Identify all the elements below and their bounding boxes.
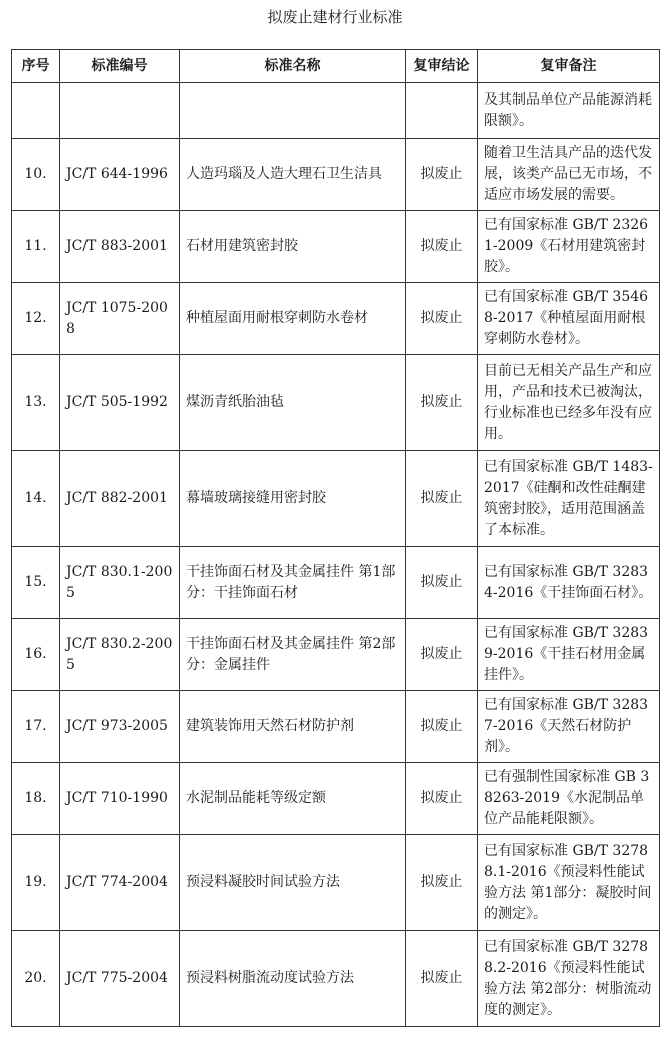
table-row: [12, 691, 660, 763]
row-conclusion: 拟废止: [406, 691, 478, 763]
row-note: 已有国家标准 GB/T 32834-2016《干挂饰面石材》。: [478, 547, 660, 619]
row-code: JC/T 710-1990: [60, 763, 180, 835]
page-title: 拟废止建材行业标准: [267, 8, 403, 26]
table-row: [12, 619, 660, 691]
row-note: 已有国家标准 GB/T 32837-2016《天然石材防护剂》。: [478, 691, 660, 763]
row-seq: 19.: [12, 835, 60, 931]
row-note: 已有国家标准 GB/T 1483-2017《硅酮和改性硅酮建筑密封胶》，适用范围涵盖了本标准。: [478, 451, 660, 547]
row-name: 煤沥青纸胎油毡: [180, 355, 406, 451]
row-conclusion: 拟废止: [406, 547, 478, 619]
row-code: JC/T 505-1992: [60, 355, 180, 451]
row-code: JC/T 774-2004: [60, 835, 180, 931]
row-code: JC/T 644-1996: [60, 139, 180, 211]
continuation-row: [12, 83, 660, 139]
row-note: 已有国家标准 GB/T 35468-2017《种植屋面用耐根穿刺防水卷材》。: [478, 283, 660, 355]
row-conclusion: 拟废止: [406, 211, 478, 283]
row-conclusion: 拟废止: [406, 931, 478, 1027]
row-note: 已有国家标准 GB/T 32788.1-2016《预浸料性能试验方法 第1部分：凝胶时间的测定》。: [478, 835, 660, 931]
row-seq: 12.: [12, 283, 60, 355]
header-name: 标准名称: [180, 50, 406, 83]
row-seq: 16.: [12, 619, 60, 691]
row-note: 目前已无相关产品生产和应用，产品和技术已被淘汰，行业标准也已经多年没有应用。: [478, 355, 660, 451]
row-note: 随着卫生洁具产品的迭代发展，该类产品已无市场，不适应市场发展的需要。: [478, 139, 660, 211]
row-code: JC/T 830.2-2005: [60, 619, 180, 691]
row-name: 石材用建筑密封胶: [180, 211, 406, 283]
row-seq: 20.: [12, 931, 60, 1027]
row-code: JC/T 775-2004: [60, 931, 180, 1027]
table-row: [12, 835, 660, 931]
standards-table: [11, 49, 660, 1027]
row-conclusion: 拟废止: [406, 835, 478, 931]
continuation-note: 及其制品单位产品能源消耗限额》。: [478, 83, 660, 139]
row-conclusion: 拟废止: [406, 451, 478, 547]
row-name: 种植屋面用耐根穿刺防水卷材: [180, 283, 406, 355]
row-note: 已有国家标准 GB/T 23261-2009《石材用建筑密封胶》。: [478, 211, 660, 283]
row-name: 预浸料凝胶时间试验方法: [180, 835, 406, 931]
row-code: JC/T 882-2001: [60, 451, 180, 547]
row-code: JC/T 883-2001: [60, 211, 180, 283]
row-note: 已有国家标准 GB/T 32788.2-2016《预浸料性能试验方法 第2部分：树脂流动度的测定》。: [478, 931, 660, 1027]
header-note: 复审备注: [478, 50, 660, 83]
table-row: [12, 211, 660, 283]
row-code: JC/T 973-2005: [60, 691, 180, 763]
row-code: JC/T 830.1-2005: [60, 547, 180, 619]
row-name: 幕墙玻璃接缝用密封胶: [180, 451, 406, 547]
row-seq: 10.: [12, 139, 60, 211]
row-seq: 13.: [12, 355, 60, 451]
row-conclusion: 拟废止: [406, 139, 478, 211]
header-seq: 序号: [12, 50, 60, 83]
row-note: 已有强制性国家标准 GB 38263-2019《水泥制品单位产品能耗限额》。: [478, 763, 660, 835]
row-name: 预浸料树脂流动度试验方法: [180, 931, 406, 1027]
table-row: [12, 283, 660, 355]
row-name: 建筑装饰用天然石材防护剂: [180, 691, 406, 763]
table-row: [12, 451, 660, 547]
table-header-row: [12, 50, 660, 83]
table-row: [12, 139, 660, 211]
row-conclusion: 拟废止: [406, 355, 478, 451]
row-seq: 17.: [12, 691, 60, 763]
row-conclusion: 拟废止: [406, 619, 478, 691]
table-row: [12, 547, 660, 619]
row-note: 已有国家标准 GB/T 32839-2016《干挂石材用金属挂件》。: [478, 619, 660, 691]
row-conclusion: 拟废止: [406, 763, 478, 835]
table-row: [12, 763, 660, 835]
row-name: 人造玛瑙及人造大理石卫生洁具: [180, 139, 406, 211]
table-row: [12, 931, 660, 1027]
row-conclusion: 拟废止: [406, 283, 478, 355]
header-code: 标准编号: [60, 50, 180, 83]
row-name: 水泥制品能耗等级定额: [180, 763, 406, 835]
table-row: [12, 355, 660, 451]
row-seq: 15.: [12, 547, 60, 619]
row-name: 干挂饰面石材及其金属挂件 第2部分：金属挂件: [180, 619, 406, 691]
row-seq: 11.: [12, 211, 60, 283]
row-seq: 14.: [12, 451, 60, 547]
row-code: JC/T 1075-2008: [60, 283, 180, 355]
row-seq: 18.: [12, 763, 60, 835]
header-conclusion: 复审结论: [406, 50, 478, 83]
row-name: 干挂饰面石材及其金属挂件 第1部分：干挂饰面石材: [180, 547, 406, 619]
